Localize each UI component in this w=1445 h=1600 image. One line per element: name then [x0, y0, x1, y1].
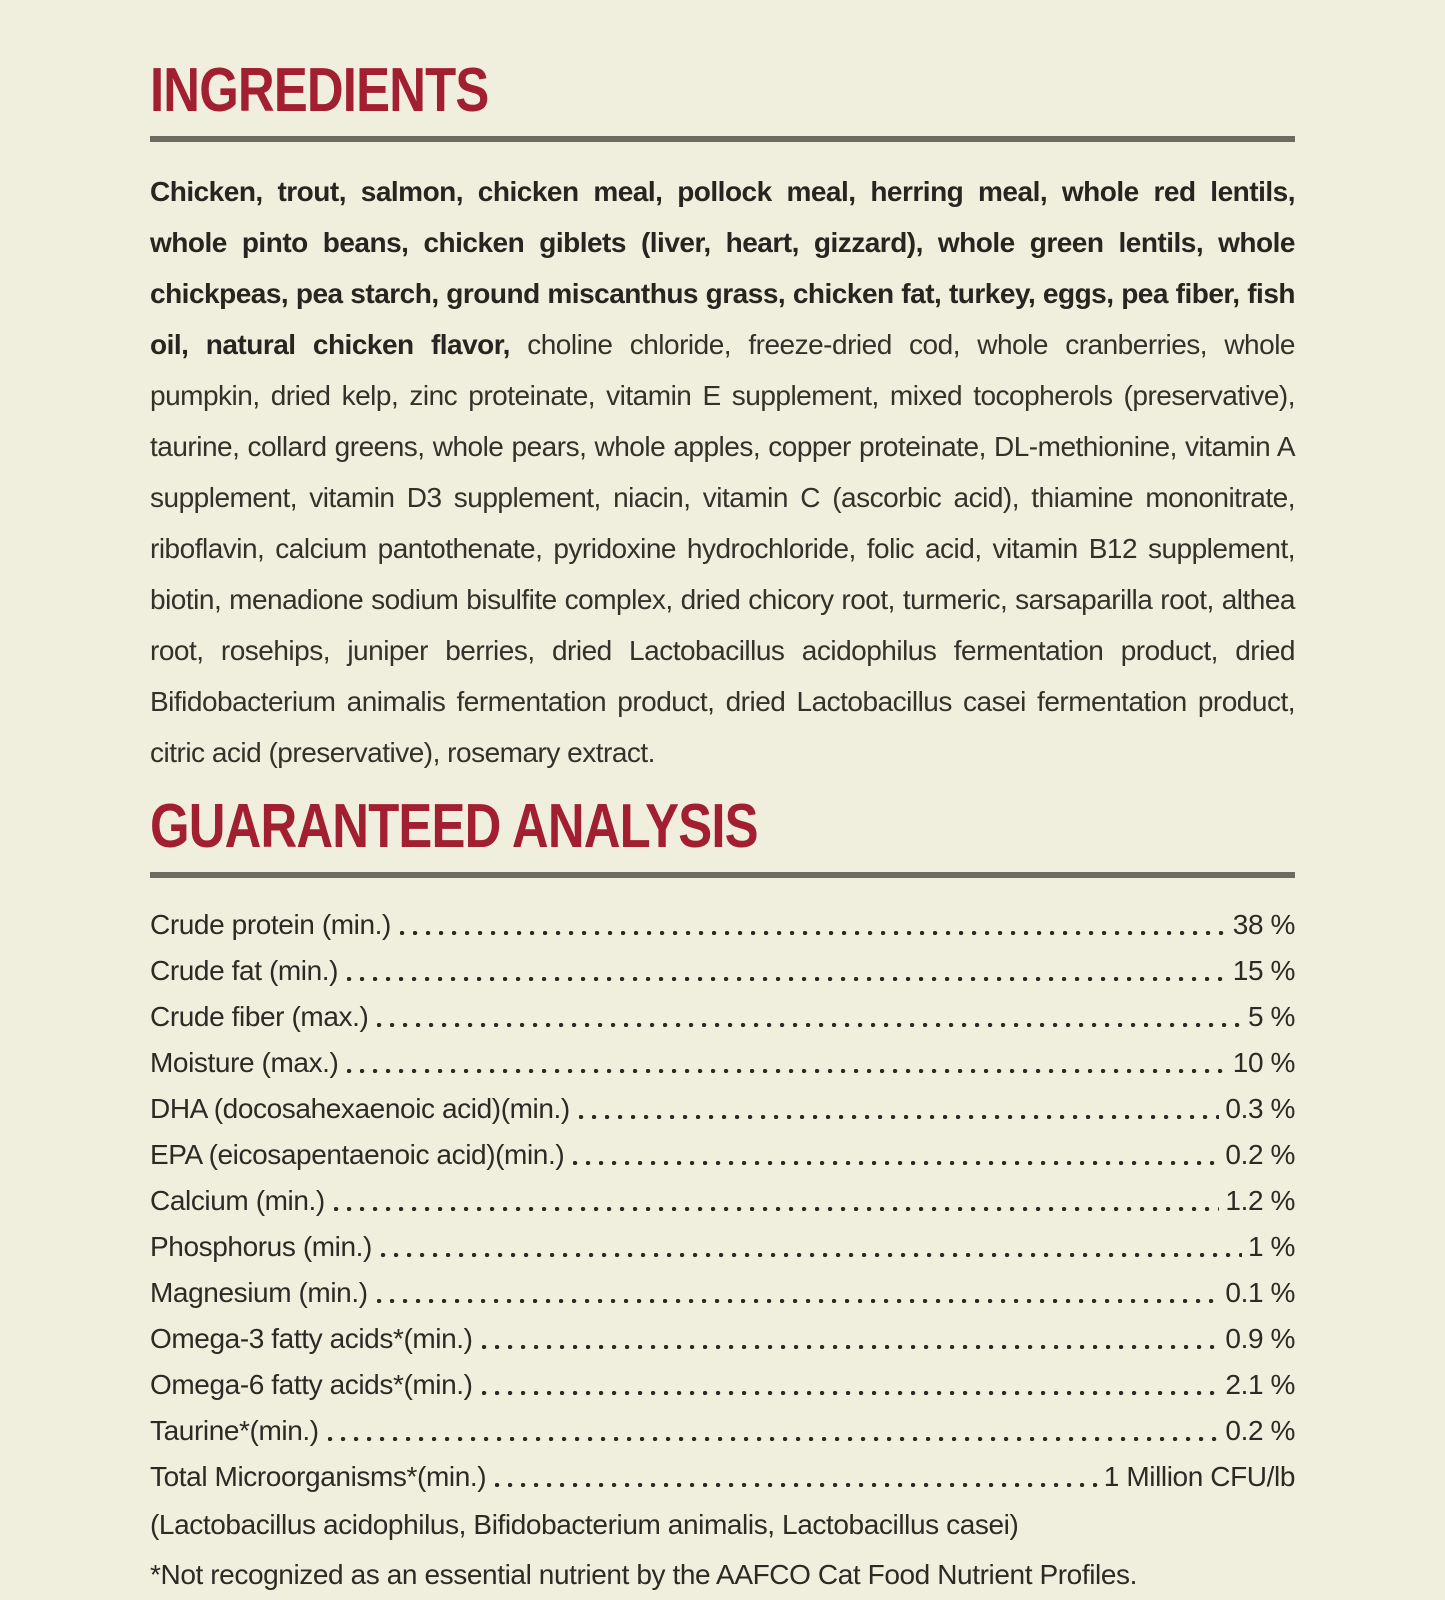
analysis-row-value: 1.2 % [1225, 1185, 1295, 1216]
analysis-row-label: Omega-6 fatty acids*(min.) [150, 1369, 473, 1400]
ingredients-primary-list: Chicken, trout, salmon, chicken meal, pollock meal, herring meal, whole red lentils, whole pinto beans, chicken giblets (liver, heart, gizzard), whole green lentils, whole chickpeas, pea starch, ground miscanthus grass, chicken fat, turkey, eggs, pea fiber, fish oil, natural chicken flavor, [150, 176, 1295, 360]
analysis-row-value: 0.2 % [1225, 1139, 1295, 1170]
analysis-row-value: 0.1 % [1225, 1277, 1295, 1308]
analysis-row-label: Calcium (min.) [150, 1185, 325, 1216]
dotted-leader [347, 1069, 1226, 1073]
analysis-row-value: 10 % [1232, 1047, 1295, 1078]
analysis-row-value: 5 % [1247, 1001, 1295, 1032]
dotted-leader [579, 1115, 1220, 1119]
analysis-row-value: 15 % [1232, 955, 1295, 986]
guaranteed-analysis-title: GUARANTEED ANALYSIS [150, 792, 758, 861]
aafco-footnote: *Not recognized as an essential nutrient by the AAFCO Cat Food Nutrient Profiles. [150, 1559, 1138, 1590]
microorganisms-detail: (Lactobacillus acidophilus, Bifidobacterium animalis, Lactobacillus casei) [150, 1509, 1019, 1540]
ingredients-secondary-list: choline chloride, freeze-dried cod, whole cranberries, whole pumpkin, dried kelp, zinc proteinate, vitamin E supplement, mixed tocopherols (preservative), taurine, collard greens, whole pears, whole apples, copper proteinate, DL-methionine, vitamin A supplement, vitamin D3 supplement, niacin, vitamin C (ascorbic acid), thiamine mononitrate, riboflavin, calcium pantothenate, pyridoxine hydrochloride, folic acid, vitamin B12 supplement, biotin, menadione sodium bisulfite complex, dried chicory root, turmeric, sarsaparilla root, althea root, rosehips, juniper berries, dried Lactobacillus acidophilus fermentation product, dried Bifidobacterium animalis fermentation product, dried Lactobacillus casei fermentation product, citric acid (preservative), rosemary extract. [150, 329, 1295, 768]
dotted-leader [334, 1207, 1220, 1211]
analysis-row-value: 0.2 % [1225, 1415, 1295, 1446]
analysis-row-label: Moisture (max.) [150, 1047, 339, 1078]
dotted-leader [377, 1023, 1242, 1027]
guaranteed-analysis-divider [150, 872, 1295, 878]
analysis-row-label: Phosphorus (min.) [150, 1231, 372, 1262]
analysis-row [150, 1362, 1295, 1408]
dotted-leader [328, 1437, 1220, 1441]
analysis-row-label: Crude fat (min.) [150, 955, 339, 986]
analysis-row-value: 0.9 % [1225, 1323, 1295, 1354]
analysis-row-value: 1 % [1247, 1231, 1295, 1262]
analysis-row [150, 1454, 1295, 1500]
dotted-leader [482, 1391, 1220, 1395]
dotted-leader [381, 1253, 1242, 1257]
analysis-row [150, 1040, 1295, 1086]
analysis-row-label: Magnesium (min.) [150, 1277, 368, 1308]
dotted-leader [573, 1161, 1219, 1165]
analysis-row-value: 1 Million CFU/lb [1103, 1461, 1295, 1492]
guaranteed-analysis-section [150, 794, 1295, 1600]
dotted-leader [377, 1299, 1220, 1303]
analysis-row [150, 1270, 1295, 1316]
dotted-leader [495, 1483, 1098, 1487]
dotted-leader [482, 1345, 1220, 1349]
ingredients-title: INGREDIENTS [150, 56, 489, 125]
analysis-row [150, 948, 1295, 994]
analysis-row [150, 1086, 1295, 1132]
analysis-row-label: EPA (eicosapentaenoic acid)(min.) [150, 1139, 565, 1170]
analysis-row [150, 994, 1295, 1040]
analysis-row [150, 1316, 1295, 1362]
dotted-leader [400, 931, 1227, 935]
ingredients-section [150, 58, 1295, 778]
analysis-row [150, 902, 1295, 948]
analysis-row [150, 1132, 1295, 1178]
analysis-row-label: Omega-3 fatty acids*(min.) [150, 1323, 473, 1354]
ingredients-paragraph [150, 166, 1295, 778]
analysis-row-label: DHA (docosahexaenoic acid)(min.) [150, 1093, 570, 1124]
analysis-row-value: 2.1 % [1225, 1369, 1295, 1400]
dotted-leader [347, 977, 1227, 981]
analysis-row-label: Crude fiber (max.) [150, 1001, 369, 1032]
analysis-row [150, 1224, 1295, 1270]
ingredients-divider [150, 136, 1295, 142]
analysis-row-value: 38 % [1232, 909, 1295, 940]
analysis-row [150, 1408, 1295, 1454]
analysis-row [150, 1178, 1295, 1224]
analysis-row-value: 0.3 % [1225, 1093, 1295, 1124]
analysis-row-label: Taurine*(min.) [150, 1415, 319, 1446]
analysis-table [150, 902, 1295, 1500]
analysis-row-label: Total Microorganisms*(min.) [150, 1461, 487, 1492]
analysis-row-label: Crude protein (min.) [150, 909, 391, 940]
